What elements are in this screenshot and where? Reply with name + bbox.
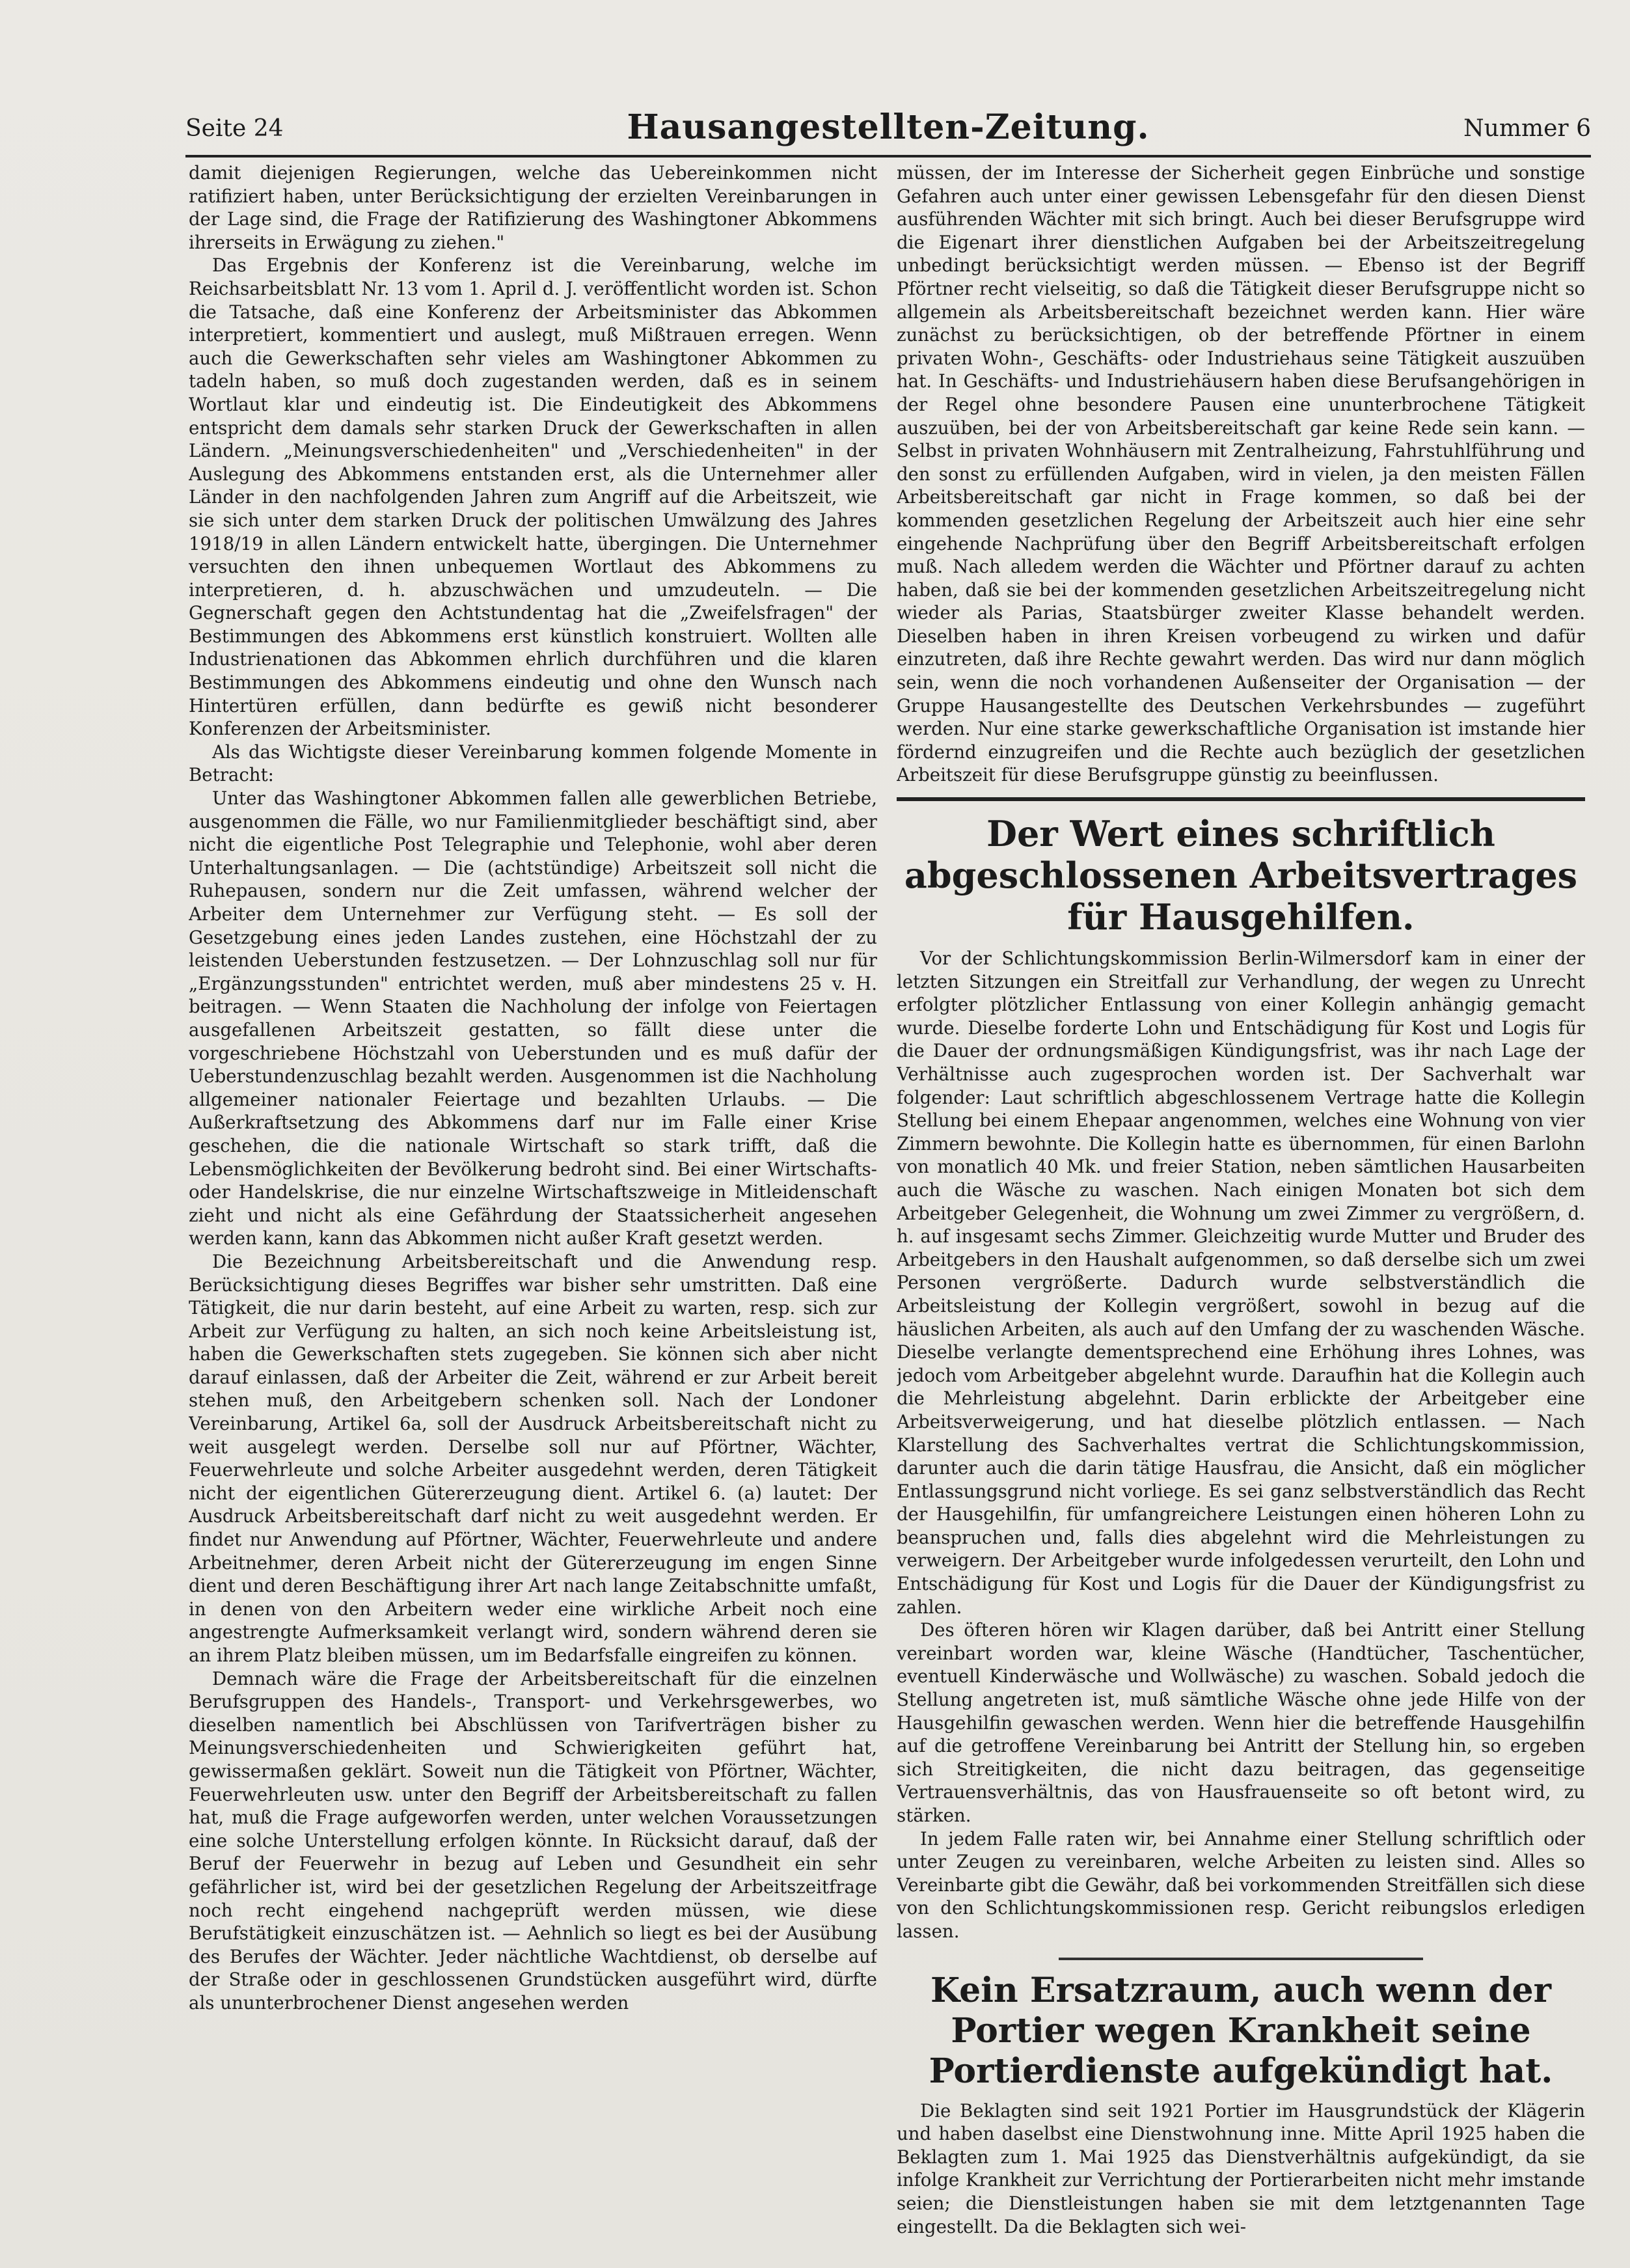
- article-separator: [1059, 1958, 1423, 1960]
- paragraph: In jedem Falle raten wir, bei Annahme einer Stellung schriftlich oder unter Zeugen zu vereinbaren, welche Arbeiten zu leisten sind. Alles so Vereinbarte gibt die Gewähr, daß bei vorkommenden Streitfällen sich diese von den Schlichtungskommissionen resp. Gericht reibungslos erledigen lassen.: [897, 1827, 1585, 1942]
- page-header: [185, 107, 1591, 153]
- paragraph: Die Beklagten sind seit 1921 Portier im Hausgrundstück der Klägerin und haben daselbst eine Dienstwohnung inne. Mitte April 1925 haben die Beklagten zum 1. Mai 1925 das Dienstverhältnis aufgekündigt, da sie infolge Krankheit zur Verrichtung der Portierarbeiten nicht mehr imstande seien; die Dienstleistungen haben sie mit dem letztgenannten Tage eingestellt. Da die Beklagten sich wei-: [897, 2099, 1585, 2237]
- article-headline: Der Wert eines schriftlich abgeschlossenen Arbeitsvertrages für Hausgehilfen.: [904, 813, 1578, 938]
- paragraph: damit diejenigen Regierungen, welche das Uebereinkommen nicht ratifiziert haben, unter Berücksichtigung der erzielten Vereinbarungen in der Lage sind, die Frage der Ratifizierung des Washingtoner Abkommens ihrerseits in Erwägung zu ziehen.": [189, 162, 877, 253]
- issue-number: Nummer 6: [1463, 115, 1591, 142]
- section-divider: [897, 797, 1585, 801]
- paragraph: Des öfteren hören wir Klagen darüber, daß bei Antritt einer Stellung vereinbart worden war, kleine Wäsche (Handtücher, Taschentücher, eventuell Kinderwäsche und Wollwäsche) zu waschen. Sobald jedoch die Stellung angetreten ist, muß sämtliche Wäsche ohne jede Hilfe von der Hausgehilfin gewaschen werden. Wenn hier die betreffende Hausgehilfin auf die getroffene Vereinbarung bei Antritt der Stellung hin, so ergeben sich Streitigkeiten, die nicht dazu beitragen, das gegenseitige Vertrauensverhältnis, das von Hausfrauenseite so oft betont wird, zu stärken.: [897, 1619, 1585, 1826]
- article-headline: Kein Ersatzraum, auch wenn der Portier wegen Krankheit seine Portierdienste aufgekündigt hat.: [929, 1970, 1553, 2091]
- paragraph: Als das Wichtigste dieser Vereinbarung kommen folgende Momente in Betracht:: [189, 741, 877, 786]
- header-rule: [185, 155, 1591, 157]
- page-number: Seite 24: [185, 115, 284, 142]
- paragraph: Vor der Schlichtungskommission Berlin-Wilmersdorf kam in einer der letzten Sitzungen ein Streitfall zur Verhandlung, der wegen zu Unrecht erfolgter plötzlicher Entlassung von einer Kollegin anhängig gemacht wurde. Dieselbe forderte Lohn und Entschädigung für Kost und Logis für die Dauer der ordnungsmäßigen Kündigungsfrist, was ihr nach Lage der Verhältnisse auch zugesprochen worden ist. Der Sachverhalt war folgender: Laut schriftlich abgeschlossenem Vertrage hatte die Kollegin Stellung bei einem Ehepaar angenommen, welches eine Wohnung von vier Zimmern bewohnte. Die Kollegin hatte es übernommen, für einen Barlohn von monatlich 40 Mk. und freier Station, neben sämtlichen Hausarbeiten auch die Wäsche zu waschen. Nach einigen Monaten bot sich dem Arbeitgeber Gelegenheit, die Wohnung um zwei Zimmer zu vergrößern, d. h. auf insgesamt sechs Zimmer. Gleichzeitig wurde Mutter und Bruder des Arbeitgebers in den Haushalt aufgenommen, so daß derselbe sich um zwei Personen vergrößerte. Dadurch wurde selbstverständlich die Arbeitsleistung der Kollegin vergrößert, sowohl in bezug auf die häuslichen Arbeiten, als auch auf den Umfang der zu waschenden Wäsche. Dieselbe verlangte dementsprechend eine Erhöhung ihres Lohnes, was jedoch vom Arbeitgeber abgelehnt wurde. Daraufhin hat die Kollegin auch die Mehrleistung abgelehnt. Darin erblickte der Arbeitgeber eine Arbeitsverweigerung, und hat dieselbe plötzlich entlassen. — Nach Klarstellung des Sachverhaltes vertrat die Schlichtungskommission, darunter auch die darin tätige Hausfrau, die Ansicht, daß ein möglicher Entlassungsgrund nicht vorliege. Es sei ganz selbstverständlich das Recht der Hausgehilfin, für umfangreichere Leistungen einen höheren Lohn zu beanspruchen und, falls dies abgelehnt wird die Mehrleistungen zu verweigern. Der Arbeitgeber wurde infolgedessen verurteilt, den Lohn und Entschädigung für Kost und Logis für die Dauer der Kündigungsfrist zu zahlen.: [897, 948, 1585, 1618]
- left-column: [189, 161, 877, 2244]
- paragraph: Die Bezeichnung Arbeitsbereitschaft und die Anwendung resp. Berücksichtigung dieses Begriffes war bisher sehr umstritten. Daß eine Tätigkeit, die nur darin besteht, auf eine Arbeit zu warten, resp. sich zur Arbeit zur Verfügung zu halten, an sich noch keine Arbeitsleistung ist, haben die Gewerkschaften stets zugegeben. Sie können sich aber nicht darauf einlassen, daß der Arbeiter die Zeit, während er zur Arbeit bereit stehen muß, den Arbeitgebern schenken soll. Nach der Londoner Vereinbarung, Artikel 6a, soll der Ausdruck Arbeitsbereitschaft nicht zu weit ausgelegt werden. Derselbe soll nur auf Pförtner, Wächter, Feuerwehrleute und solche Arbeiter ausgedehnt werden, deren Tätigkeit nicht der eigentlichen Gütererzeugung dient. Artikel 6. (a) lautet: Der Ausdruck Arbeitsbereitschaft darf nicht zu weit ausgedehnt werden. Er findet nur Anwendung auf Pförtner, Wächter, Feuerwehrleute und andere Arbeitnehmer, deren Arbeit nicht der Gütererzeugung im engen Sinne dient und deren Beschäftigung ihrer Art nach lange Zeitabschnitte umfaßt, in denen von den Arbeitern weder eine wirkliche Arbeit noch eine angestrengte Aufmerksamkeit verlangt wird, sondern während deren sie an ihrem Platz bleiben müssen, um im Bedarfsfalle eingreifen zu können.: [189, 1250, 877, 1666]
- paragraph: Das Ergebnis der Konferenz ist die Vereinbarung, welche im Reichsarbeitsblatt Nr. 13 vom 1. April d. J. veröffentlicht worden ist. Schon die Tatsache, daß eine Konferenz der Arbeitsminister das Abkommen interpretiert, kommentiert und auslegt, muß Mißtrauen erregen. Wenn auch die Gewerkschaften sehr vieles am Washingtoner Abkommen zu tadeln haben, so muß doch zugestanden werden, daß es in seinem Wortlaut klar und eindeutig ist. Die Eindeutigkeit des Abkommens entspricht dem damals sehr starken Druck der Gewerkschaften in allen Ländern. „Meinungsverschiedenheiten" und „Verschiedenheiten" in der Auslegung des Abkommens entstanden erst, als die Unternehmer aller Länder in den nachfolgenden Jahren zum Angriff auf die Arbeitszeit, wie sie sich unter dem starken Druck der politischen Umwälzung des Jahres 1918/19 in allen Ländern entwickelt hatte, übergingen. Die Unternehmer versuchten den ihnen unbequemen Wortlaut des Abkommens zu interpretieren, d. h. abzuschwächen und umzudeuteln. — Die Gegnerschaft gegen den Achtstundentag hat die „Zweifelsfragen" der Bestimmungen des Abkommens erst künstlich konstruiert. Wollten alle Industrienationen das Abkommen ehrlich durchführen und die klaren Bestimmungen des Abkommens eindeutig und ohne den Wunsch nach Hintertüren erfüllen, dann bedürfte es gewiß nicht besonderer Konferenzen der Arbeitsminister.: [189, 254, 877, 740]
- masthead-title: Hausangestellten-Zeitung.: [627, 107, 1150, 147]
- paragraph: Unter das Washingtoner Abkommen fallen alle gewerblichen Betriebe, ausgenommen die Fälle, wo nur Familienmitglieder beschäftigt sind, aber nicht die eigentliche Post Telegraphie und Telephonie, wohl aber deren Unterhaltungsanlagen. — Die (achtstündige) Arbeitszeit soll nicht die Ruhepausen, sondern nur die Zeit umfassen, während welcher der Arbeiter dem Unternehmer zur Verfügung steht. — Es soll der Gesetzgebung eines jeden Landes zustehen, eine Höchstzahl der zu leistenden Ueberstunden festzusetzen. — Der Lohnzuschlag soll nur für „Ergänzungsstunden" entrichtet werden, muß aber mindestens 25 v. H. beitragen. — Wenn Staaten die Nachholung der infolge von Feiertagen ausgefallenen Arbeitszeit gestatten, so fällt diese unter die vorgeschriebene Höchstzahl von Ueberstunden und es muß dafür der Ueberstundenzuschlag bezahlt werden. Ausgenommen ist die Nachholung allgemeiner nationaler Feiertage und bezahlten Urlaubs. — Die Außerkraftsetzung des Abkommens darf nur im Falle einer Krise geschehen, die die nationale Wirtschaft so stark trifft, daß die Lebensmöglichkeiten der Bevölkerung bedroht sind. Bei einer Wirtschafts- oder Handelskrise, die nur einzelne Wirtschaftszweige in Mitleidenschaft zieht und nicht als eine Gefährdung der Staatssicherheit angesehen werden kann, kann das Abkommen nicht außer Kraft gesetzt werden.: [189, 787, 877, 1250]
- paragraph: müssen, der im Interesse der Sicherheit gegen Einbrüche und sonstige Gefahren auch unter einer gewissen Lebensgefahr für den diesen Dienst ausführenden Wächter mit sich bringt. Auch bei dieser Berufsgruppe wird die Eigenart ihrer dienstlichen Aufgaben bei der Arbeitszeitregelung unbedingt berücksichtigt werden müssen. — Ebenso ist der Begriff Pförtner recht vielseitig, so daß die Tätigkeit dieser Berufsgruppe nicht so allgemein als Arbeitsbereitschaft bezeichnet werden kann. Hier wäre zunächst zu berücksichtigen, ob der betreffende Pförtner in einem privaten Wohn-, Geschäfts- oder Industriehaus seine Tätigkeit auszuüben hat. In Geschäfts- und Industriehäusern haben diese Berufsangehörigen in der Regel ohne besondere Pausen eine ununterbrochene Tätigkeit auszuüben, bei der von Arbeitsbereitschaft gar keine Rede sein kann. — Selbst in privaten Wohnhäusern mit Zentralheizung, Fahrstuhlführung und den sonst zu erfüllenden Aufgaben, wird in vielen, ja den meisten Fällen Arbeitsbereitschaft gar nicht in Frage kommen, so daß bei der kommenden gesetzlichen Regelung der Arbeitszeit auch hier eine sehr eingehende Nachprüfung über den Begriff Arbeitsbereitschaft erfolgen muß. Nach alledem werden die Wächter und Pförtner darauf zu achten haben, daß sie bei der kommenden gesetzlichen Arbeitszeitregelung nicht wieder als Parias, Staatsbürger zweiter Klasse behandelt werden. Dieselben haben in ihren Kreisen vorbeugend zu wirken und dafür einzutreten, daß ihre Rechte gewahrt werden. Das wird nur dann möglich sein, wenn die noch vorhandenen Außenseiter der Organisation — der Gruppe Hausangestellte des Deutschen Verkehrsbundes — zugeführt werden. Nur eine starke gewerkschaftliche Organisation ist imstande hier fördernd einzugreifen und die Rechte auch bezüglich der gesetzlichen Arbeitszeit für diese Berufsgruppe günstig zu beeinflussen.: [897, 162, 1585, 786]
- paragraph: Demnach wäre die Frage der Arbeitsbereitschaft für die einzelnen Berufsgruppen des Handels-, Transport- und Verkehrsgewerbes, wo dieselben namentlich bei Abschlüssen von Tarifverträgen bisher zu Meinungsverschiedenheiten und Schwierigkeiten geführt hat, gewissermaßen geklärt. Soweit nun die Tätigkeit von Pförtner, Wächter, Feuerwehrleuten usw. unter den Begriff der Arbeitsbereitschaft zu fallen hat, muß die Frage aufgeworfen werden, unter welchen Voraussetzungen eine solche Unterstellung erfolgen könnte. In Rücksicht darauf, daß der Beruf der Feuerwehr in bezug auf Leben und Gesundheit ein sehr gefährlicher ist, wird bei der gesetzlichen Regelung der Arbeitszeitfrage noch recht eingehend nachgeprüft werden müssen, wie diese Berufstätigkeit einzuschätzen ist. — Aehnlich so liegt es bei der Ausübung des Berufes der Wächter. Jeder nächtliche Wachtdienst, ob derselbe auf der Straße oder in geschlossenen Grundstücken ausgeführt wird, dürfte als ununterbrochener Dienst angesehen werden: [189, 1667, 877, 2014]
- right-column: [897, 161, 1585, 2244]
